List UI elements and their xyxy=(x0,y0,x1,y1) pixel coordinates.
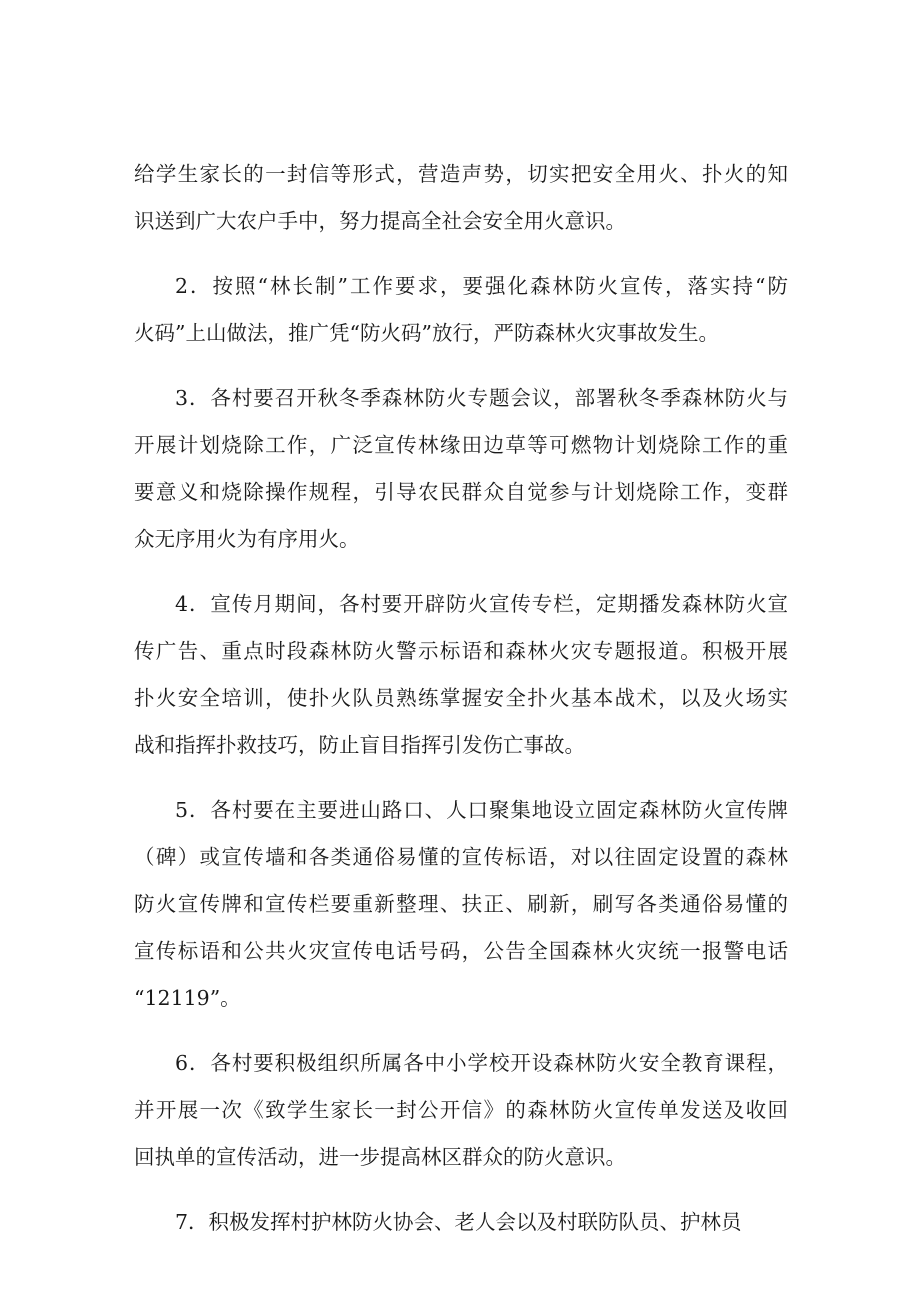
paragraph-item-4 xyxy=(134,581,788,769)
document-page xyxy=(134,151,788,1264)
text-line: 宣传标语和公共火灾宣传电话号码，公告全国森林火灾统一报警电话 xyxy=(134,939,788,963)
text-line: 回执单的宣传活动，进一步提高林区群众的防火意识。 xyxy=(134,1145,626,1169)
paragraph-item-5 xyxy=(134,787,788,1022)
text-line: 防火宣传牌和宣传栏要重新整理、扶正、刷新，刷写各类通俗易懂的 xyxy=(134,892,788,916)
text-line: 7．积极发挥村护林防火协会、老人会以及村联防队员、护林员 xyxy=(175,1210,742,1234)
text-line: 并开展一次《致学生家长一封公开信》的森林防火宣传单发送及收回 xyxy=(134,1098,788,1122)
text-line: 开展计划烧除工作，广泛宣传林缘田边草等可燃物计划烧除工作的重 xyxy=(134,433,788,457)
text-line: 众无序用火为有序用火。 xyxy=(134,527,360,551)
paragraph-continuation xyxy=(134,151,788,245)
paragraph-item-2 xyxy=(134,263,788,357)
paragraph-item-7 xyxy=(134,1199,788,1246)
text-line: 识送到广大农户手中，努力提高全社会安全用火意识。 xyxy=(134,209,626,233)
text-line: 2．按照“林长制”工作要求，要强化森林防火宣传，落实持“防 xyxy=(175,274,788,298)
text-line: “12119”。 xyxy=(134,986,241,1010)
text-line: 扑火安全培训，使扑火队员熟练掌握安全扑火基本战术，以及火场实 xyxy=(134,686,788,710)
paragraph-item-6 xyxy=(134,1040,788,1181)
text-line: 给学生家长的一封信等形式，营造声势，切实把安全用火、扑火的知 xyxy=(134,162,788,186)
text-line: 传广告、重点时段森林防火警示标语和森林火灾专题报道。积极开展 xyxy=(134,639,788,663)
text-line: 要意义和烧除操作规程，引导农民群众自觉参与计划烧除工作，变群 xyxy=(134,480,788,504)
text-line: 6．各村要积极组织所属各中小学校开设森林防火安全教育课程， xyxy=(175,1051,788,1075)
text-line: 4．宣传月期间，各村要开辟防火宣传专栏，定期播发森林防火宣 xyxy=(175,592,788,616)
text-line: 战和指挥扑救技巧，防止盲目指挥引发伤亡事故。 xyxy=(134,733,585,757)
text-line: （碑）或宣传墙和各类通俗易懂的宣传标语，对以往固定设置的森林 xyxy=(134,845,788,869)
paragraph-item-3 xyxy=(134,375,788,563)
text-line: 5．各村要在主要进山路口、人口聚集地设立固定森林防火宣传牌 xyxy=(175,798,788,822)
text-line: 火码”上山做法，推广凭“防火码”放行，严防森林火灾事故发生。 xyxy=(134,321,719,345)
text-line: 3．各村要召开秋冬季森林防火专题会议，部署秋冬季森林防火与 xyxy=(175,386,788,410)
